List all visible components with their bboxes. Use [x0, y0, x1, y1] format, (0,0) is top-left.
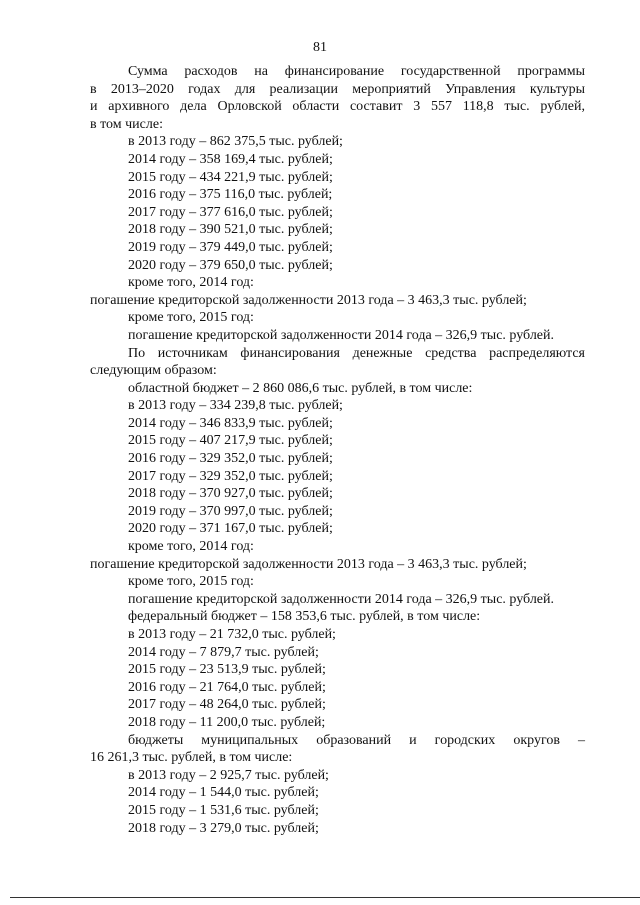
text-line: погашение кредиторской задолженности 2013 года – 3 463,3 тыс. рублей;	[90, 556, 527, 572]
text-line: 2019 году – 379 449,0 тыс. рублей;	[128, 239, 333, 255]
text-line: 2016 году – 21 764,0 тыс. рублей;	[128, 679, 326, 695]
text-line: 2015 году – 23 513,9 тыс. рублей;	[128, 662, 326, 678]
text-line: 2014 году – 1 544,0 тыс. рублей;	[128, 785, 319, 801]
text-line: 2016 году – 329 352,0 тыс. рублей;	[128, 451, 333, 467]
text-line: погашение кредиторской задолженности 2013 года – 3 463,3 тыс. рублей;	[90, 292, 527, 308]
text-line: 2018 году – 3 279,0 тыс. рублей;	[128, 820, 319, 836]
text-line: в том числе:	[90, 116, 163, 132]
text-line: в 2013 году – 21 732,0 тыс. рублей;	[128, 627, 336, 642]
text-line: 2015 году – 434 221,9 тыс. рублей;	[128, 169, 333, 185]
text-line: погашение кредиторской задолженности 2014 года – 326,9 тыс. рублей.	[128, 591, 555, 607]
text-line: 2018 году – 390 521,0 тыс. рублей;	[128, 222, 333, 238]
text-line: 2015 году – 407 217,9 тыс. рублей;	[128, 433, 333, 449]
text-line: кроме того, 2014 год:	[128, 275, 254, 291]
text-line: 2016 году – 375 116,0 тыс. рублей;	[128, 187, 333, 203]
text-line: следующим образом:	[90, 363, 217, 379]
text-line: кроме того, 2015 год:	[128, 574, 254, 590]
text-line: 16 261,3 тыс. рублей, в том числе:	[90, 750, 293, 766]
text-line: 2014 году – 7 879,7 тыс. рублей;	[128, 644, 319, 660]
text-line: и архивного дела Орловской области составит 3 557 118,8 тыс. рублей,	[90, 99, 585, 115]
text-line: 2019 году – 370 997,0 тыс. рублей;	[128, 503, 333, 519]
text-line: 2020 году – 379 650,0 тыс. рублей;	[128, 257, 333, 273]
text-line: 2017 году – 48 264,0 тыс. рублей;	[128, 697, 326, 713]
text-line: областной бюджет – 2 860 086,6 тыс. рублей, в том числе:	[128, 380, 473, 396]
text-line: 2020 году – 371 167,0 тыс. рублей;	[128, 521, 333, 537]
text-line: в 2013–2020 годах для реализации мероприятий Управления культуры	[90, 81, 585, 97]
text-line: федеральный бюджет – 158 353,6 тыс. рублей, в том числе:	[128, 609, 481, 625]
text-line: 2014 году – 346 833,9 тыс. рублей;	[128, 415, 333, 431]
page-number: 81	[313, 40, 327, 55]
text-line: 2014 году – 358 169,4 тыс. рублей;	[128, 151, 333, 167]
text-line: в 2013 году – 334 239,8 тыс. рублей;	[128, 398, 343, 414]
text-line: в 2013 году – 862 375,5 тыс. рублей;	[128, 134, 343, 150]
text-line: 2018 году – 11 200,0 тыс. рублей;	[128, 714, 326, 730]
text-line: кроме того, 2015 год:	[128, 310, 254, 326]
text-line: Сумма расходов на финансирование государственной программы	[128, 64, 585, 79]
text-line: бюджеты муниципальных образований и городских округов –	[128, 732, 585, 748]
text-line: 2017 году – 329 352,0 тыс. рублей;	[128, 468, 333, 484]
bottom-rule	[10, 897, 640, 898]
text-line: По источникам финансирования денежные средства распределяются	[128, 345, 585, 361]
text-line: в 2013 году – 2 925,7 тыс. рублей;	[128, 767, 329, 783]
text-line: 2018 году – 370 927,0 тыс. рублей;	[128, 486, 333, 502]
text-line: 2017 году – 377 616,0 тыс. рублей;	[128, 204, 333, 220]
text-line: кроме того, 2014 год:	[128, 539, 254, 555]
text-line: погашение кредиторской задолженности 2014 года – 326,9 тыс. рублей.	[128, 327, 555, 343]
document-body	[90, 63, 585, 837]
text-line: 2015 году – 1 531,6 тыс. рублей;	[128, 802, 319, 818]
